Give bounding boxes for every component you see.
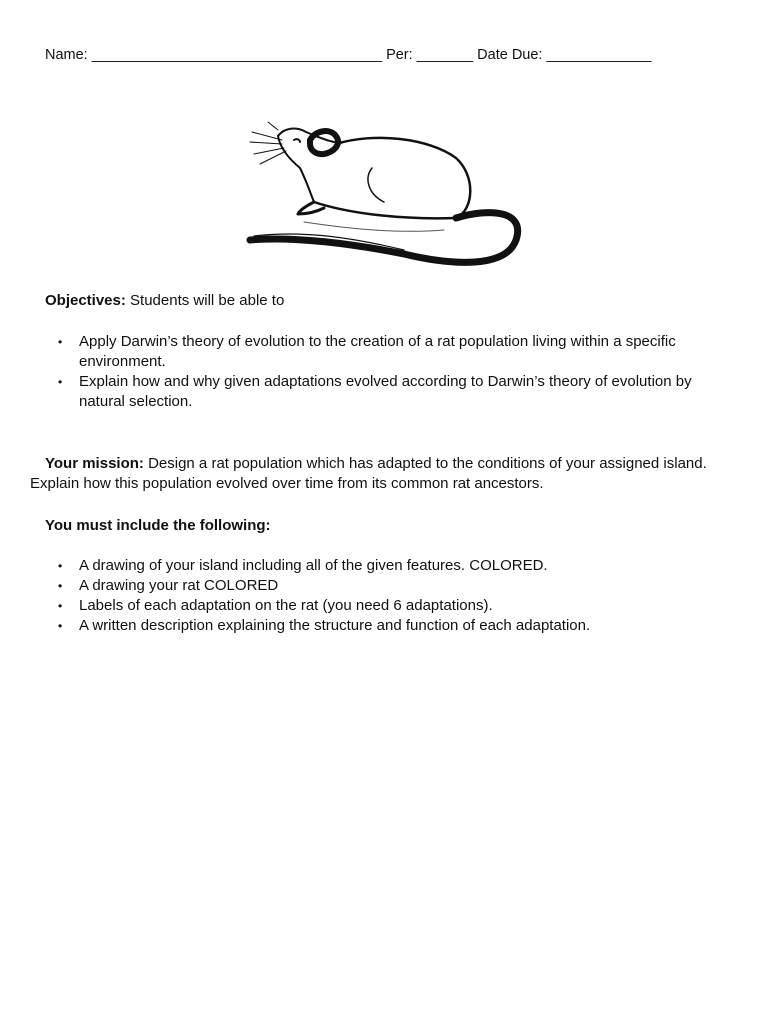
objective-text: Explain how and why given adaptations evolved according to Darwin’s theory of evolution by natural selection. <box>79 373 692 410</box>
requirements-list <box>45 556 695 636</box>
objectives-label: Objectives: <box>45 292 126 309</box>
rat-drawing-icon <box>244 118 524 273</box>
bullet-icon: • <box>58 559 63 573</box>
bullet-icon: • <box>58 579 63 593</box>
mission-paragraph <box>30 454 750 494</box>
objectives-intro: Students will be able to <box>125 292 285 309</box>
objectives-line <box>45 291 735 311</box>
requirement-text: A written description explaining the structure and function of each adaptation. <box>79 617 591 634</box>
requirements-label: You must include the following: <box>45 517 271 534</box>
mission-label: Your mission: <box>45 455 144 472</box>
header-line: Name: ____________________________________ Per: _______ Date Due: _____________ <box>45 47 652 63</box>
requirements-heading <box>45 516 271 536</box>
objectives-list <box>45 332 695 412</box>
requirement-text: A drawing of your island including all of the given features. COLORED. <box>79 557 548 574</box>
list-item <box>45 372 695 412</box>
bullet-icon: • <box>58 599 63 613</box>
requirement-text: A drawing your rat COLORED <box>79 577 279 594</box>
bullet-icon: • <box>58 375 63 389</box>
list-item <box>45 616 695 636</box>
rat-illustration <box>244 118 524 273</box>
list-item <box>45 576 695 596</box>
objective-text: Apply Darwin’s theory of evolution to the creation of a rat population living within a specific environment. <box>79 333 676 370</box>
list-item <box>45 596 695 616</box>
mission-text: Design a rat population which has adapted to the conditions of your assigned island. Explain how this population evolved over time from its common rat ancestors. <box>30 455 707 492</box>
list-item <box>45 332 695 372</box>
bullet-icon: • <box>58 619 63 633</box>
list-item <box>45 556 695 576</box>
requirement-text: Labels of each adaptation on the rat (you need 6 adaptations). <box>79 597 493 614</box>
bullet-icon: • <box>58 335 63 349</box>
